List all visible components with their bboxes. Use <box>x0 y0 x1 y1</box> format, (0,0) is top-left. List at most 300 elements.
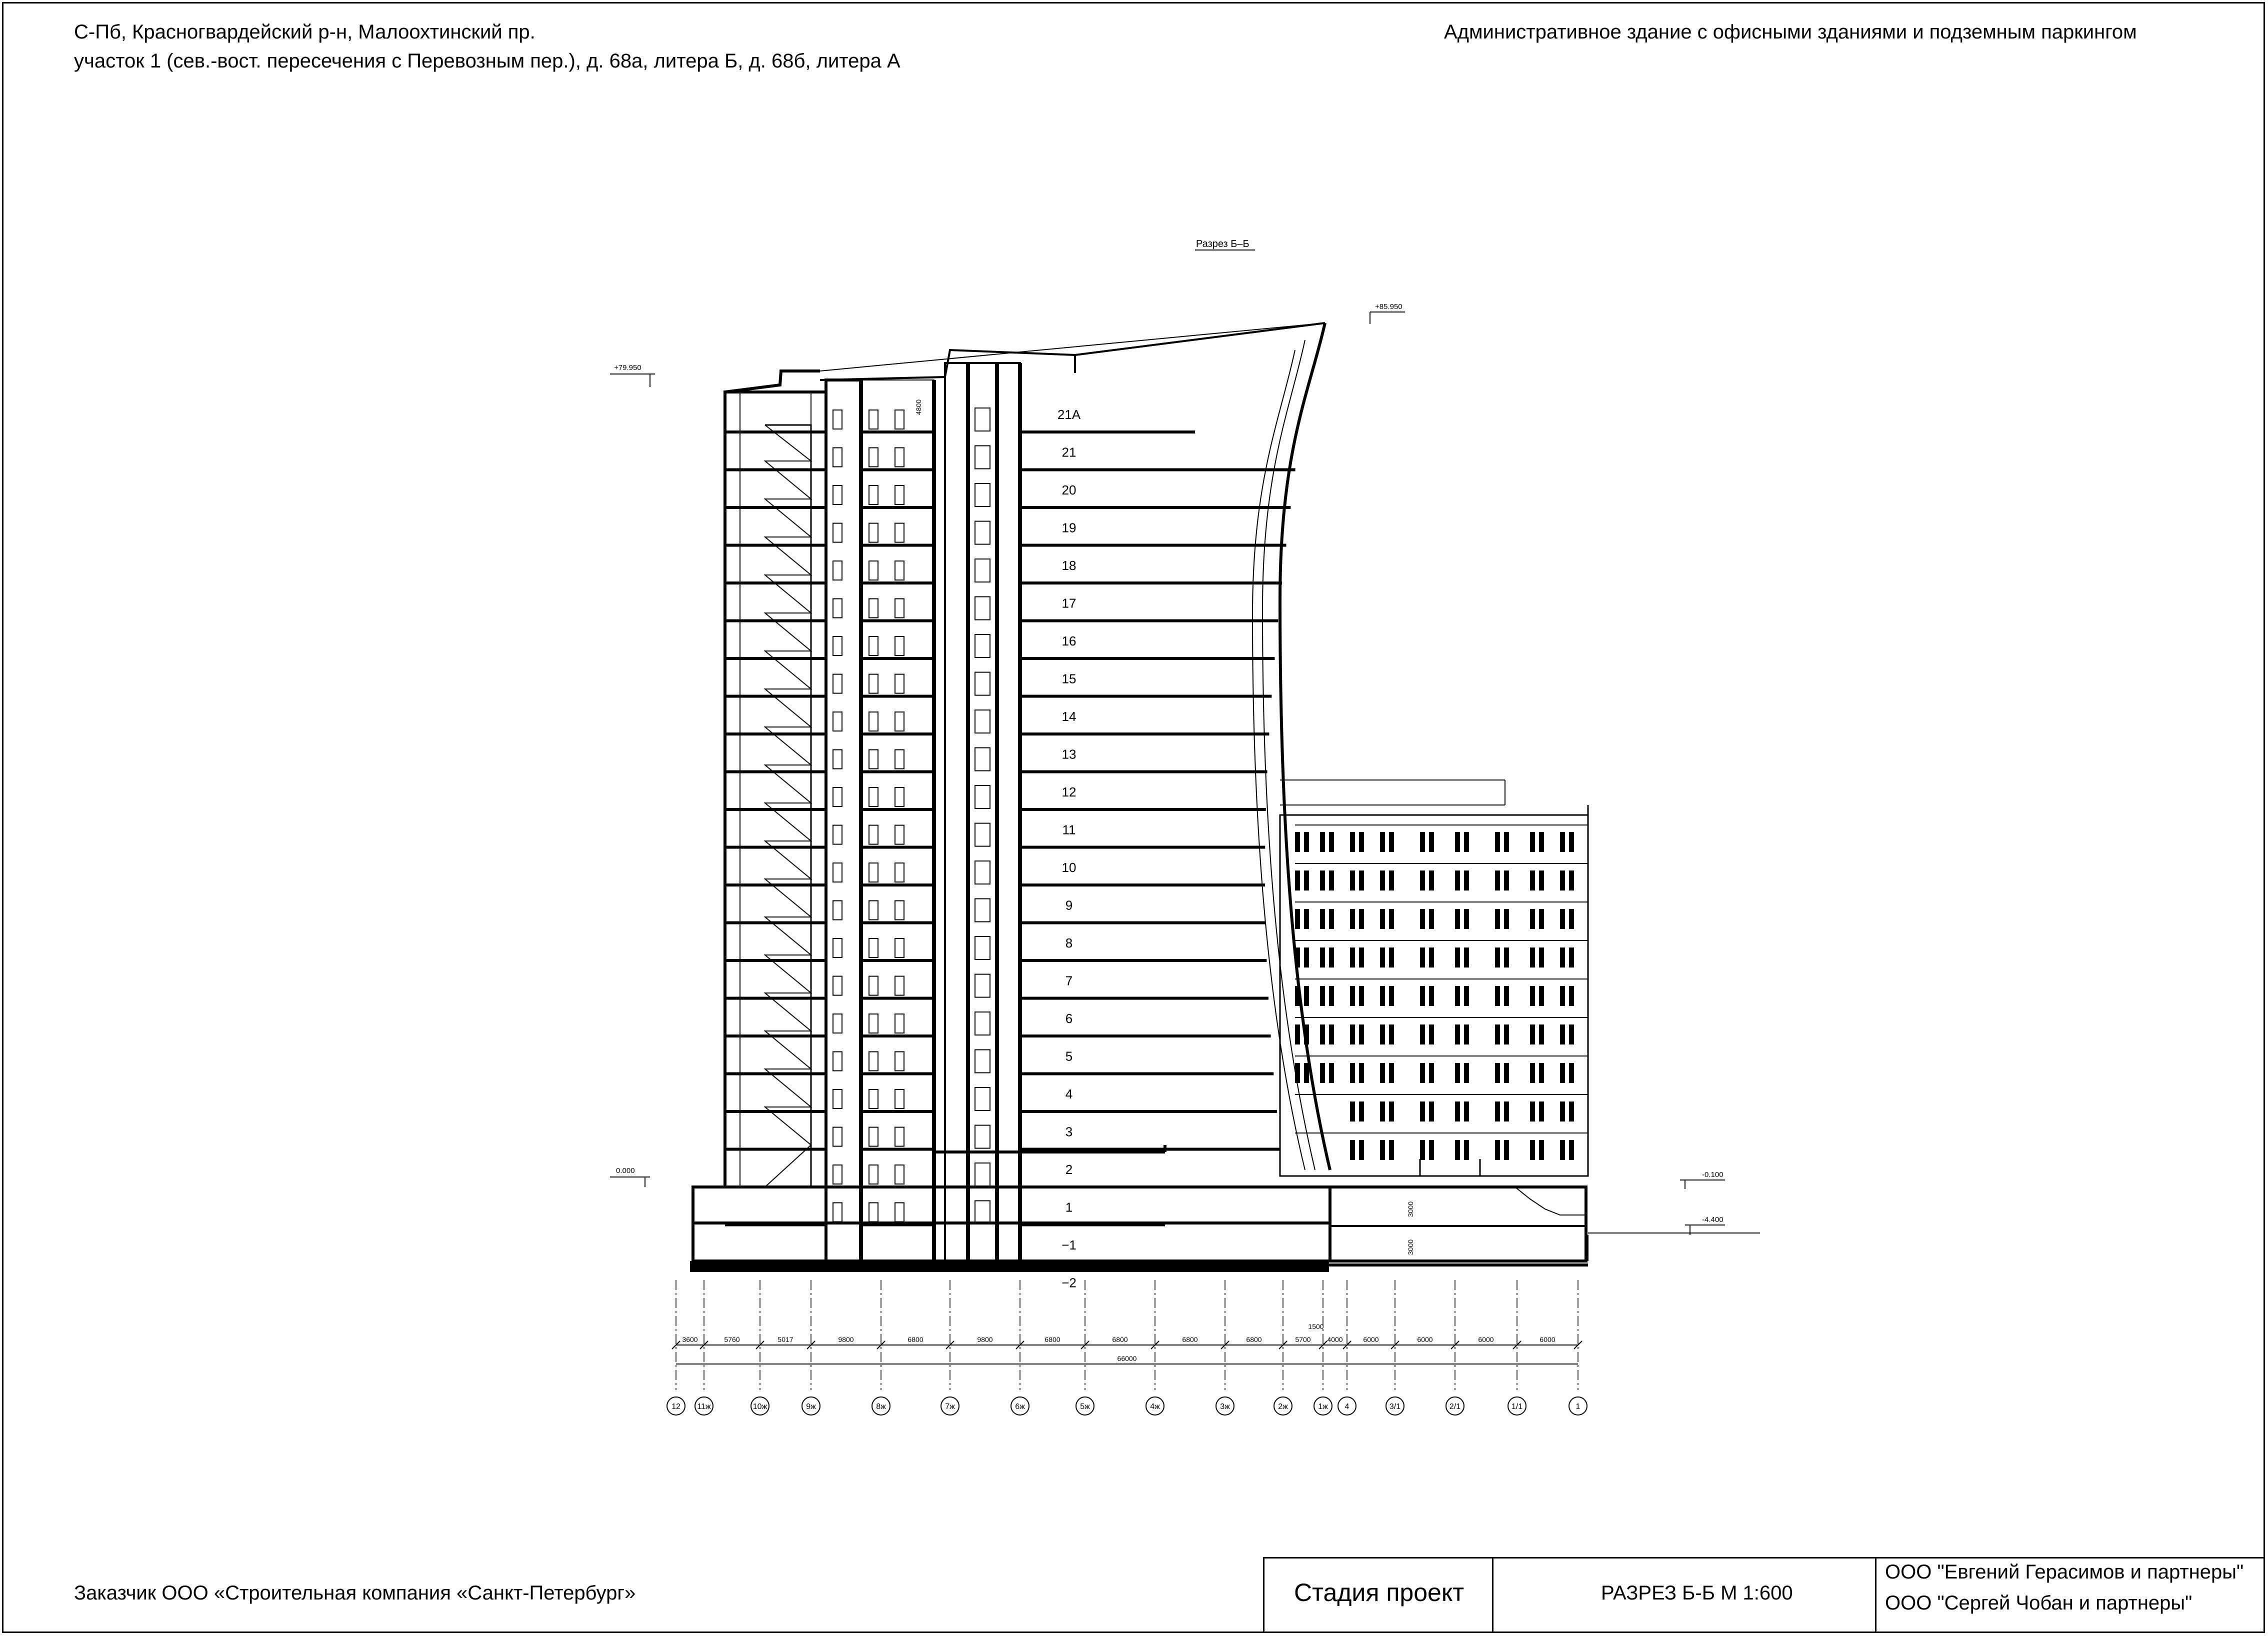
podium-window <box>1429 832 1434 852</box>
core-door <box>869 448 878 467</box>
podium-window <box>1429 948 1434 968</box>
core-door <box>833 410 842 429</box>
podium-window <box>1495 986 1500 1006</box>
lift-door <box>975 974 990 998</box>
section-title-group <box>1195 238 1255 250</box>
podium-window <box>1389 1024 1394 1044</box>
podium-window <box>1455 948 1460 968</box>
core-door <box>895 486 904 504</box>
podium-window <box>1350 986 1355 1006</box>
core-door <box>833 712 842 731</box>
core-door <box>895 863 904 882</box>
core-door <box>869 901 878 920</box>
core-door <box>895 938 904 958</box>
podium-window <box>1455 832 1460 852</box>
lift-door <box>975 522 990 544</box>
stage-text: Стадия проект <box>1294 1578 1464 1606</box>
lift-door <box>975 672 990 696</box>
lift-door <box>975 899 990 922</box>
floor-label: −1 <box>1062 1238 1076 1252</box>
core-door <box>869 788 878 806</box>
podium-window <box>1380 1063 1385 1083</box>
podium-window <box>1304 1063 1309 1083</box>
core-door <box>869 750 878 769</box>
lift-door <box>975 1163 990 1186</box>
podium-window <box>1429 1140 1434 1160</box>
podium-window <box>1320 870 1325 890</box>
core-door <box>895 712 904 731</box>
podium-window <box>1560 909 1565 929</box>
core-door <box>869 712 878 731</box>
elevation-tower-left <box>610 364 655 387</box>
podium-window <box>1569 909 1574 929</box>
podium-window <box>1560 1140 1565 1160</box>
podium-window <box>1359 948 1364 968</box>
podium-window <box>1380 832 1385 852</box>
core-door <box>895 599 904 618</box>
section-title: Разрез Б–Б <box>1196 238 1250 250</box>
podium-window <box>1359 1024 1364 1044</box>
dimension-total: 66000 <box>1117 1354 1137 1362</box>
podium-window <box>1464 1024 1469 1044</box>
core-door <box>895 561 904 580</box>
core-door <box>895 1165 904 1184</box>
podium-window <box>1329 1063 1334 1083</box>
podium-window <box>1350 1024 1355 1044</box>
podium-window <box>1429 870 1434 890</box>
podium-window <box>1495 948 1500 968</box>
podium-window <box>1350 1102 1355 1122</box>
project-title: Административное здание с офисными зданиями и подземным паркингом <box>1444 21 2137 43</box>
dimension-value: 6800 <box>1182 1336 1198 1344</box>
address-line-1: С-Пб, Красногвардейский р-н, Малоохтинский пр. <box>74 21 536 43</box>
podium-window <box>1380 909 1385 929</box>
lift-door <box>975 1126 990 1148</box>
podium-window <box>1304 948 1309 968</box>
podium-window <box>1329 1024 1334 1044</box>
podium-window <box>1464 1102 1469 1122</box>
core-door <box>895 524 904 542</box>
lift-door <box>975 786 990 808</box>
core-door <box>869 1203 878 1222</box>
axis-label: 5ж <box>1080 1402 1090 1411</box>
core-door <box>833 486 842 504</box>
podium-window <box>1329 832 1334 852</box>
podium-window <box>1539 1063 1544 1083</box>
axis-label: 10ж <box>752 1402 768 1411</box>
elevation-markers <box>610 302 1725 1235</box>
company-1: ООО "Евгений Герасимов и партнеры" <box>1885 1561 2244 1583</box>
elevation-basement <box>1685 1216 1725 1235</box>
dimension-value: 6800 <box>1246 1336 1262 1344</box>
podium-window <box>1464 832 1469 852</box>
floor-label: 5 <box>1065 1048 1073 1064</box>
podium-window <box>1455 1140 1460 1160</box>
podium-window <box>1350 832 1355 852</box>
podium-window <box>1295 1024 1300 1044</box>
podium-window <box>1320 986 1325 1006</box>
core-door <box>869 863 878 882</box>
core-door <box>869 524 878 542</box>
podium-window <box>1329 986 1334 1006</box>
podium-window <box>1420 986 1425 1006</box>
axis-label: 11ж <box>697 1402 711 1411</box>
stair-core <box>725 392 826 1187</box>
floor-label: 18 <box>1062 558 1076 573</box>
podium-window-grid <box>1295 825 1588 1160</box>
podium-window <box>1350 948 1355 968</box>
dimension-value: 6800 <box>1112 1336 1128 1344</box>
podium-window <box>1389 986 1394 1006</box>
dimension-value: 6000 <box>1540 1336 1556 1344</box>
floor-label: 21 <box>1062 444 1076 460</box>
core-door <box>895 410 904 429</box>
podium-window <box>1569 1140 1574 1160</box>
core-door <box>895 826 904 844</box>
axis-label: 4ж <box>1150 1402 1160 1411</box>
podium-window <box>1389 1102 1394 1122</box>
lift-door <box>975 559 990 582</box>
podium-window <box>1530 1024 1535 1044</box>
core-door <box>833 901 842 920</box>
core-door <box>869 1165 878 1184</box>
podium-window <box>1429 1102 1434 1122</box>
dimension-value: 9800 <box>838 1336 854 1344</box>
title-block-div-2 <box>1492 1557 1494 1633</box>
floor-label: 13 <box>1062 746 1076 762</box>
axis-label: 1/1 <box>1511 1402 1523 1411</box>
podium-window <box>1320 1024 1325 1044</box>
podium-window <box>1504 870 1509 890</box>
podium-window <box>1569 832 1574 852</box>
lift-door <box>975 824 990 846</box>
podium-window <box>1495 1140 1500 1160</box>
core-door <box>895 750 904 769</box>
title-block-div-3 <box>1875 1557 1876 1633</box>
core-door <box>833 788 842 806</box>
core-door <box>833 636 842 656</box>
podium-window <box>1429 909 1434 929</box>
podium-window <box>1530 832 1535 852</box>
podium-window <box>1464 870 1469 890</box>
podium-window <box>1455 1102 1460 1122</box>
lift-door <box>975 710 990 733</box>
floor-label: 17 <box>1062 596 1076 611</box>
podium-window <box>1455 1063 1460 1083</box>
dimension-value: 3600 <box>682 1336 698 1344</box>
podium-window <box>1504 832 1509 852</box>
podium-window <box>1539 870 1544 890</box>
svg-text:-4.400: -4.400 <box>1702 1216 1724 1224</box>
dimension-value: 6800 <box>908 1336 924 1344</box>
podium-window <box>1530 948 1535 968</box>
floor-label: 19 <box>1062 520 1076 536</box>
core-door <box>869 1052 878 1071</box>
podium-window <box>1495 832 1500 852</box>
podium-window <box>1569 948 1574 968</box>
site-ground-lines <box>1588 1233 1760 1261</box>
core-door <box>895 674 904 694</box>
dimension-value: 6000 <box>1478 1336 1494 1344</box>
core-door <box>895 1203 904 1222</box>
podium-window <box>1380 1140 1385 1160</box>
podium-window <box>1320 948 1325 968</box>
podium-window <box>1295 832 1300 852</box>
axis-label: 1 <box>1576 1402 1580 1411</box>
axis-label: 8ж <box>876 1402 886 1411</box>
podium-window <box>1350 1140 1355 1160</box>
lift-door <box>975 936 990 960</box>
core-door <box>869 938 878 958</box>
podium-window <box>1420 870 1425 890</box>
floor-label: 10 <box>1062 860 1076 875</box>
core-door <box>833 1165 842 1184</box>
podium-window <box>1359 832 1364 852</box>
dimension-value: 5700 <box>1295 1336 1311 1344</box>
core-door <box>833 1128 842 1146</box>
podium-window <box>1295 986 1300 1006</box>
podium-window <box>1539 1140 1544 1160</box>
floor-label: 4 <box>1065 1086 1073 1102</box>
podium-window <box>1560 1063 1565 1083</box>
podium-window <box>1495 870 1500 890</box>
podium-window <box>1464 948 1469 968</box>
podium-window <box>1295 1063 1300 1083</box>
podium-window <box>1504 1063 1509 1083</box>
podium-window <box>1295 909 1300 929</box>
podium-window <box>1539 1024 1544 1044</box>
core-door <box>833 1203 842 1222</box>
podium-window <box>1495 1024 1500 1044</box>
podium-window <box>1420 948 1425 968</box>
podium-window <box>1569 1102 1574 1122</box>
podium-window <box>1569 1063 1574 1083</box>
podium-window <box>1420 1063 1425 1083</box>
floor-label: 2 <box>1065 1162 1073 1177</box>
lift-door <box>975 861 990 884</box>
podium-window <box>1380 870 1385 890</box>
podium-window <box>1530 1102 1535 1122</box>
service-core <box>826 363 1020 1261</box>
podium-window <box>1350 870 1355 890</box>
podium-window <box>1329 948 1334 968</box>
dimension-value: 4000 <box>1327 1336 1343 1344</box>
sheet-title: РАЗРЕЗ Б-Б М 1:600 <box>1601 1582 1793 1604</box>
podium-window <box>1455 909 1460 929</box>
floor-label: 15 <box>1062 671 1076 686</box>
podium-window <box>1304 1024 1309 1044</box>
core-door <box>869 561 878 580</box>
curved-facade <box>1252 323 1330 1170</box>
podium-window <box>1359 1140 1364 1160</box>
core-door <box>869 826 878 844</box>
axis-label: 3ж <box>1220 1402 1230 1411</box>
core-door <box>869 1014 878 1033</box>
core-door <box>869 410 878 429</box>
podium-window <box>1304 870 1309 890</box>
dimension-value: 6800 <box>1044 1336 1060 1344</box>
floor-label: 9 <box>1065 898 1073 913</box>
axis-label: 3/1 <box>1389 1402 1401 1411</box>
dimension-value: 6000 <box>1417 1336 1433 1344</box>
elevation-courtyard <box>1680 1170 1725 1189</box>
foundation-slab <box>690 1261 1329 1272</box>
podium-window <box>1530 1063 1535 1083</box>
core-door <box>895 976 904 996</box>
core-door <box>895 788 904 806</box>
slab-dim-2: 3000 <box>1406 1239 1414 1255</box>
core-door <box>895 1052 904 1071</box>
axis-label: 7ж <box>945 1402 955 1411</box>
dimension-value: 9800 <box>977 1336 993 1344</box>
floor-label: 20 <box>1062 482 1076 498</box>
podium-window <box>1329 870 1334 890</box>
podium-window <box>1359 986 1364 1006</box>
core-door <box>869 486 878 504</box>
lift-door <box>975 748 990 771</box>
floor-label: 3 <box>1065 1124 1073 1140</box>
podium-window <box>1504 1024 1509 1044</box>
podium-window <box>1569 1024 1574 1044</box>
axis-label: 2/1 <box>1449 1402 1461 1411</box>
podium-window <box>1329 909 1334 929</box>
roof-outline <box>725 323 1325 392</box>
core-door <box>895 1014 904 1033</box>
title-block-div-1 <box>1263 1557 1264 1633</box>
podium-window <box>1539 832 1544 852</box>
podium-window <box>1429 986 1434 1006</box>
podium-window <box>1560 832 1565 852</box>
podium-window <box>1389 832 1394 852</box>
elevation-ground <box>610 1166 650 1187</box>
podium-window <box>1530 986 1535 1006</box>
podium-window <box>1380 1024 1385 1044</box>
podium-window <box>1389 870 1394 890</box>
lift-door <box>975 1012 990 1035</box>
podium-window <box>1495 909 1500 929</box>
tower-dim: 4800 <box>914 399 922 415</box>
core-door <box>833 599 842 618</box>
podium-window <box>1504 986 1509 1006</box>
floor-label: 12 <box>1062 784 1076 800</box>
company-2: ООО "Сергей Чобан и партнеры" <box>1885 1592 2192 1614</box>
core-door <box>869 1128 878 1146</box>
podium-window <box>1304 986 1309 1006</box>
core-door <box>869 674 878 694</box>
core-door <box>833 826 842 844</box>
address-line-2: участок 1 (сев.-вост. пересечения с Перевозным пер.), д. 68а, литера Б, д. 68б, литера А <box>74 50 900 72</box>
podium-window <box>1380 948 1385 968</box>
floor-label: 16 <box>1062 634 1076 648</box>
axis-label: 4 <box>1344 1402 1350 1411</box>
podium-window <box>1464 909 1469 929</box>
podium-window <box>1560 1024 1565 1044</box>
core-door <box>833 863 842 882</box>
podium-window <box>1560 986 1565 1006</box>
core-door <box>833 938 842 958</box>
dimension-value: 5760 <box>724 1336 740 1344</box>
core-door <box>895 1128 904 1146</box>
floor-label: 6 <box>1065 1011 1073 1026</box>
axis-label: 6ж <box>1015 1402 1025 1411</box>
podium-window <box>1455 870 1460 890</box>
podium-window <box>1389 1063 1394 1083</box>
core-door <box>833 750 842 769</box>
core-door <box>833 1052 842 1071</box>
lift-door <box>975 446 990 469</box>
podium-window <box>1389 1140 1394 1160</box>
podium-window <box>1359 870 1364 890</box>
podium-window <box>1429 1063 1434 1083</box>
podium-window <box>1320 1063 1325 1083</box>
customer-text: Заказчик ООО «Строительная компания «Санкт-Петербург» <box>74 1582 636 1604</box>
axis-label: 9ж <box>806 1402 816 1411</box>
axis-label: 1ж <box>1318 1402 1328 1411</box>
core-door <box>869 976 878 996</box>
podium-window <box>1380 986 1385 1006</box>
podium-window <box>1429 1024 1434 1044</box>
floor-label: 11 <box>1062 822 1076 838</box>
floor-label: 7 <box>1065 973 1073 988</box>
podium-window <box>1420 1024 1425 1044</box>
elevation-top-roof <box>1370 302 1405 324</box>
lift-door <box>975 1050 990 1073</box>
svg-text:0.000: 0.000 <box>616 1166 635 1175</box>
podium-window <box>1539 1102 1544 1122</box>
podium-window <box>1389 909 1394 929</box>
floor-label: 1 <box>1065 1200 1073 1215</box>
podium-window <box>1530 909 1535 929</box>
floor-label: 8 <box>1065 936 1073 950</box>
core-door <box>869 1090 878 1108</box>
podium-window <box>1455 986 1460 1006</box>
core-door <box>833 1090 842 1108</box>
podium-window <box>1359 1102 1364 1122</box>
core-door <box>869 599 878 618</box>
core-door <box>895 901 904 920</box>
podium-window <box>1504 1140 1509 1160</box>
podium-window <box>1539 948 1544 968</box>
podium-window <box>1359 1063 1364 1083</box>
core-door <box>833 1014 842 1033</box>
podium-window <box>1560 1102 1565 1122</box>
podium-window <box>1420 909 1425 929</box>
podium-window <box>1539 909 1544 929</box>
tower-basement <box>693 1145 1330 1261</box>
podium-window <box>1560 870 1565 890</box>
core-door <box>833 976 842 996</box>
podium-window <box>1464 1063 1469 1083</box>
slab-dim-1: 3000 <box>1406 1201 1414 1217</box>
podium-window <box>1495 1102 1500 1122</box>
podium-window <box>1569 986 1574 1006</box>
podium-window <box>1464 986 1469 1006</box>
podium-window <box>1320 909 1325 929</box>
podium-window <box>1420 1102 1425 1122</box>
podium-window <box>1295 870 1300 890</box>
axis-grid <box>667 1280 1587 1415</box>
podium-window <box>1530 870 1535 890</box>
podium-window <box>1504 909 1509 929</box>
dimension-value: 6000 <box>1363 1336 1379 1344</box>
core-door <box>833 524 842 542</box>
podium-window <box>1530 1140 1535 1160</box>
podium-window <box>1539 986 1544 1006</box>
axis-label: 12 <box>672 1402 680 1411</box>
lift-door <box>975 1088 990 1110</box>
title-block-top <box>1263 1557 2265 1558</box>
podium-window <box>1350 909 1355 929</box>
